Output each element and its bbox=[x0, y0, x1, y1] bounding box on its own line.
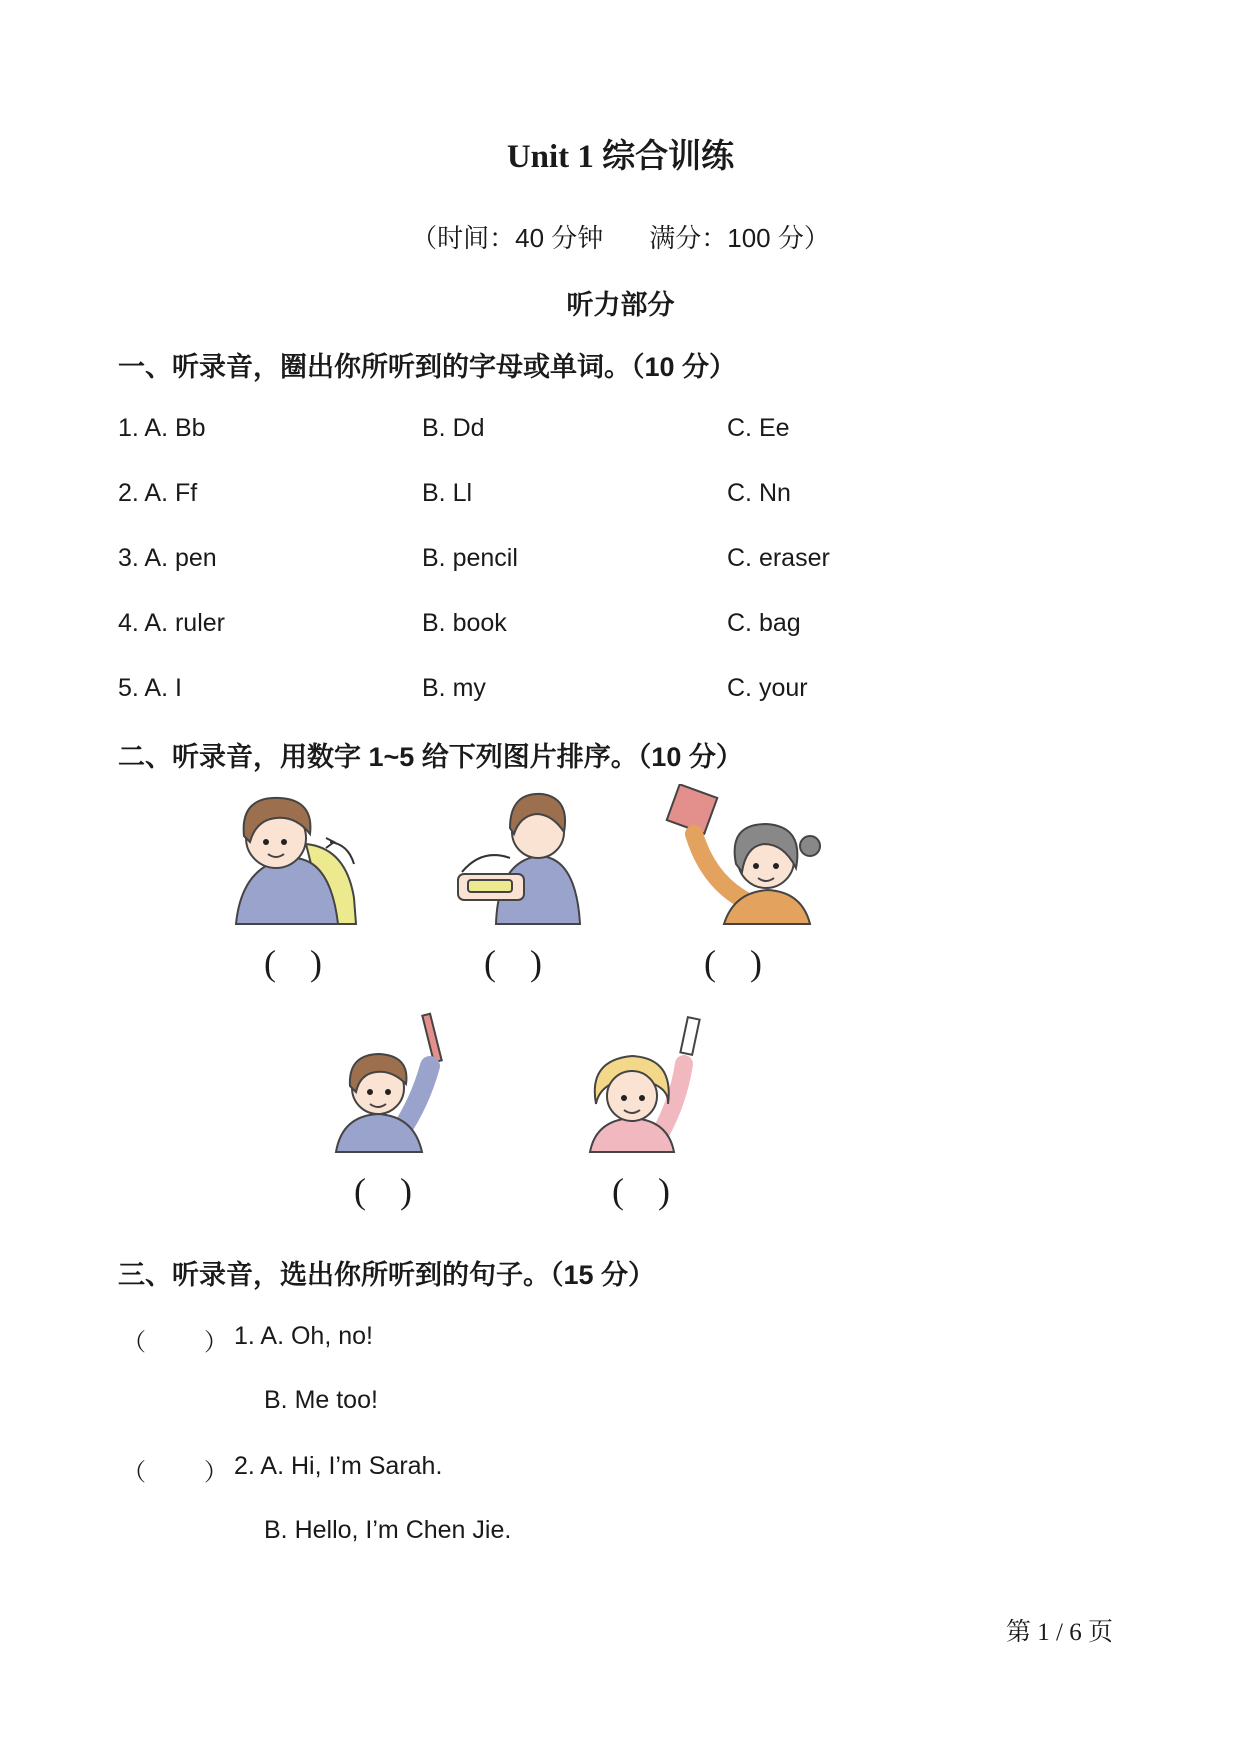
boy-holding-pencil-picture bbox=[330, 1012, 454, 1154]
q2-option-b: B. Ll bbox=[422, 479, 473, 507]
answer-paren-q2[interactable] bbox=[122, 1452, 228, 1487]
paren-close: ） bbox=[204, 1329, 228, 1356]
paren-open: ( bbox=[484, 943, 496, 983]
answer-paren-1[interactable] bbox=[264, 942, 322, 984]
paren-open: ( bbox=[264, 943, 276, 983]
q3-option-c: C. eraser bbox=[727, 544, 830, 572]
paren-close: ) bbox=[750, 943, 762, 983]
section-1-heading: 一、听录音，圈出你所听到的字母或单词。（10 分） bbox=[118, 352, 737, 382]
answer-paren-2[interactable] bbox=[484, 942, 542, 984]
q2-option-c: C. Nn bbox=[727, 479, 791, 507]
q4-option-c: C. bag bbox=[727, 609, 801, 637]
girl-holding-ruler-picture bbox=[580, 1012, 710, 1154]
page-number: 第 1 / 6 页 bbox=[1006, 1619, 1113, 1646]
q1-option-b: B. Dd bbox=[422, 414, 485, 442]
q3-option-a: 3. A. pen bbox=[118, 544, 217, 572]
boy-with-backpack-picture bbox=[226, 786, 374, 926]
q2-option-b: B. Hello, I’m Chen Jie. bbox=[264, 1516, 512, 1544]
paren-open: ( bbox=[612, 1171, 624, 1211]
paren-close: ) bbox=[310, 943, 322, 983]
section-3-heading: 三、听录音，选出你所听到的句子。（15 分） bbox=[118, 1260, 656, 1290]
boy-with-pencil-box-picture bbox=[452, 786, 592, 926]
answer-paren-q1[interactable] bbox=[122, 1322, 228, 1357]
page-title: Unit 1 综合训练 bbox=[506, 139, 735, 175]
q2-option-a: 2. A. Ff bbox=[118, 479, 198, 507]
girl-holding-book-picture bbox=[664, 784, 832, 926]
paren-close: ) bbox=[530, 943, 542, 983]
section-2-heading: 二、听录音，用数字 1~5 给下列图片排序。（10 分） bbox=[118, 742, 743, 772]
paren-open: ( bbox=[354, 1171, 366, 1211]
part-heading: 听力部分 bbox=[566, 290, 675, 320]
paren-open: （ bbox=[122, 1329, 146, 1356]
q4-option-a: 4. A. ruler bbox=[118, 609, 225, 637]
paren-close: ） bbox=[204, 1459, 228, 1486]
q1-option-a: 1. A. Bb bbox=[118, 414, 206, 442]
exam-meta bbox=[0, 218, 1241, 255]
q1-option-a: 1. A. Oh, no! bbox=[234, 1322, 373, 1350]
time-limit: （时间：40 分钟 bbox=[411, 223, 604, 253]
q5-option-a: 5. A. I bbox=[118, 674, 182, 702]
q4-option-b: B. book bbox=[422, 609, 507, 637]
answer-paren-4[interactable] bbox=[354, 1170, 412, 1212]
q3-option-b: B. pencil bbox=[422, 544, 518, 572]
q1-option-b: B. Me too! bbox=[264, 1386, 378, 1414]
q1-option-c: C. Ee bbox=[727, 414, 790, 442]
q5-option-c: C. your bbox=[727, 674, 808, 702]
answer-paren-3[interactable] bbox=[704, 942, 762, 984]
full-score: 满分：100 分） bbox=[649, 223, 830, 253]
q2-option-a: 2. A. Hi, I’m Sarah. bbox=[234, 1452, 443, 1480]
q5-option-b: B. my bbox=[422, 674, 486, 702]
paren-open: ( bbox=[704, 943, 716, 983]
paren-open: （ bbox=[122, 1459, 146, 1486]
paren-close: ) bbox=[400, 1171, 412, 1211]
answer-paren-5[interactable] bbox=[612, 1170, 670, 1212]
paren-close: ) bbox=[658, 1171, 670, 1211]
